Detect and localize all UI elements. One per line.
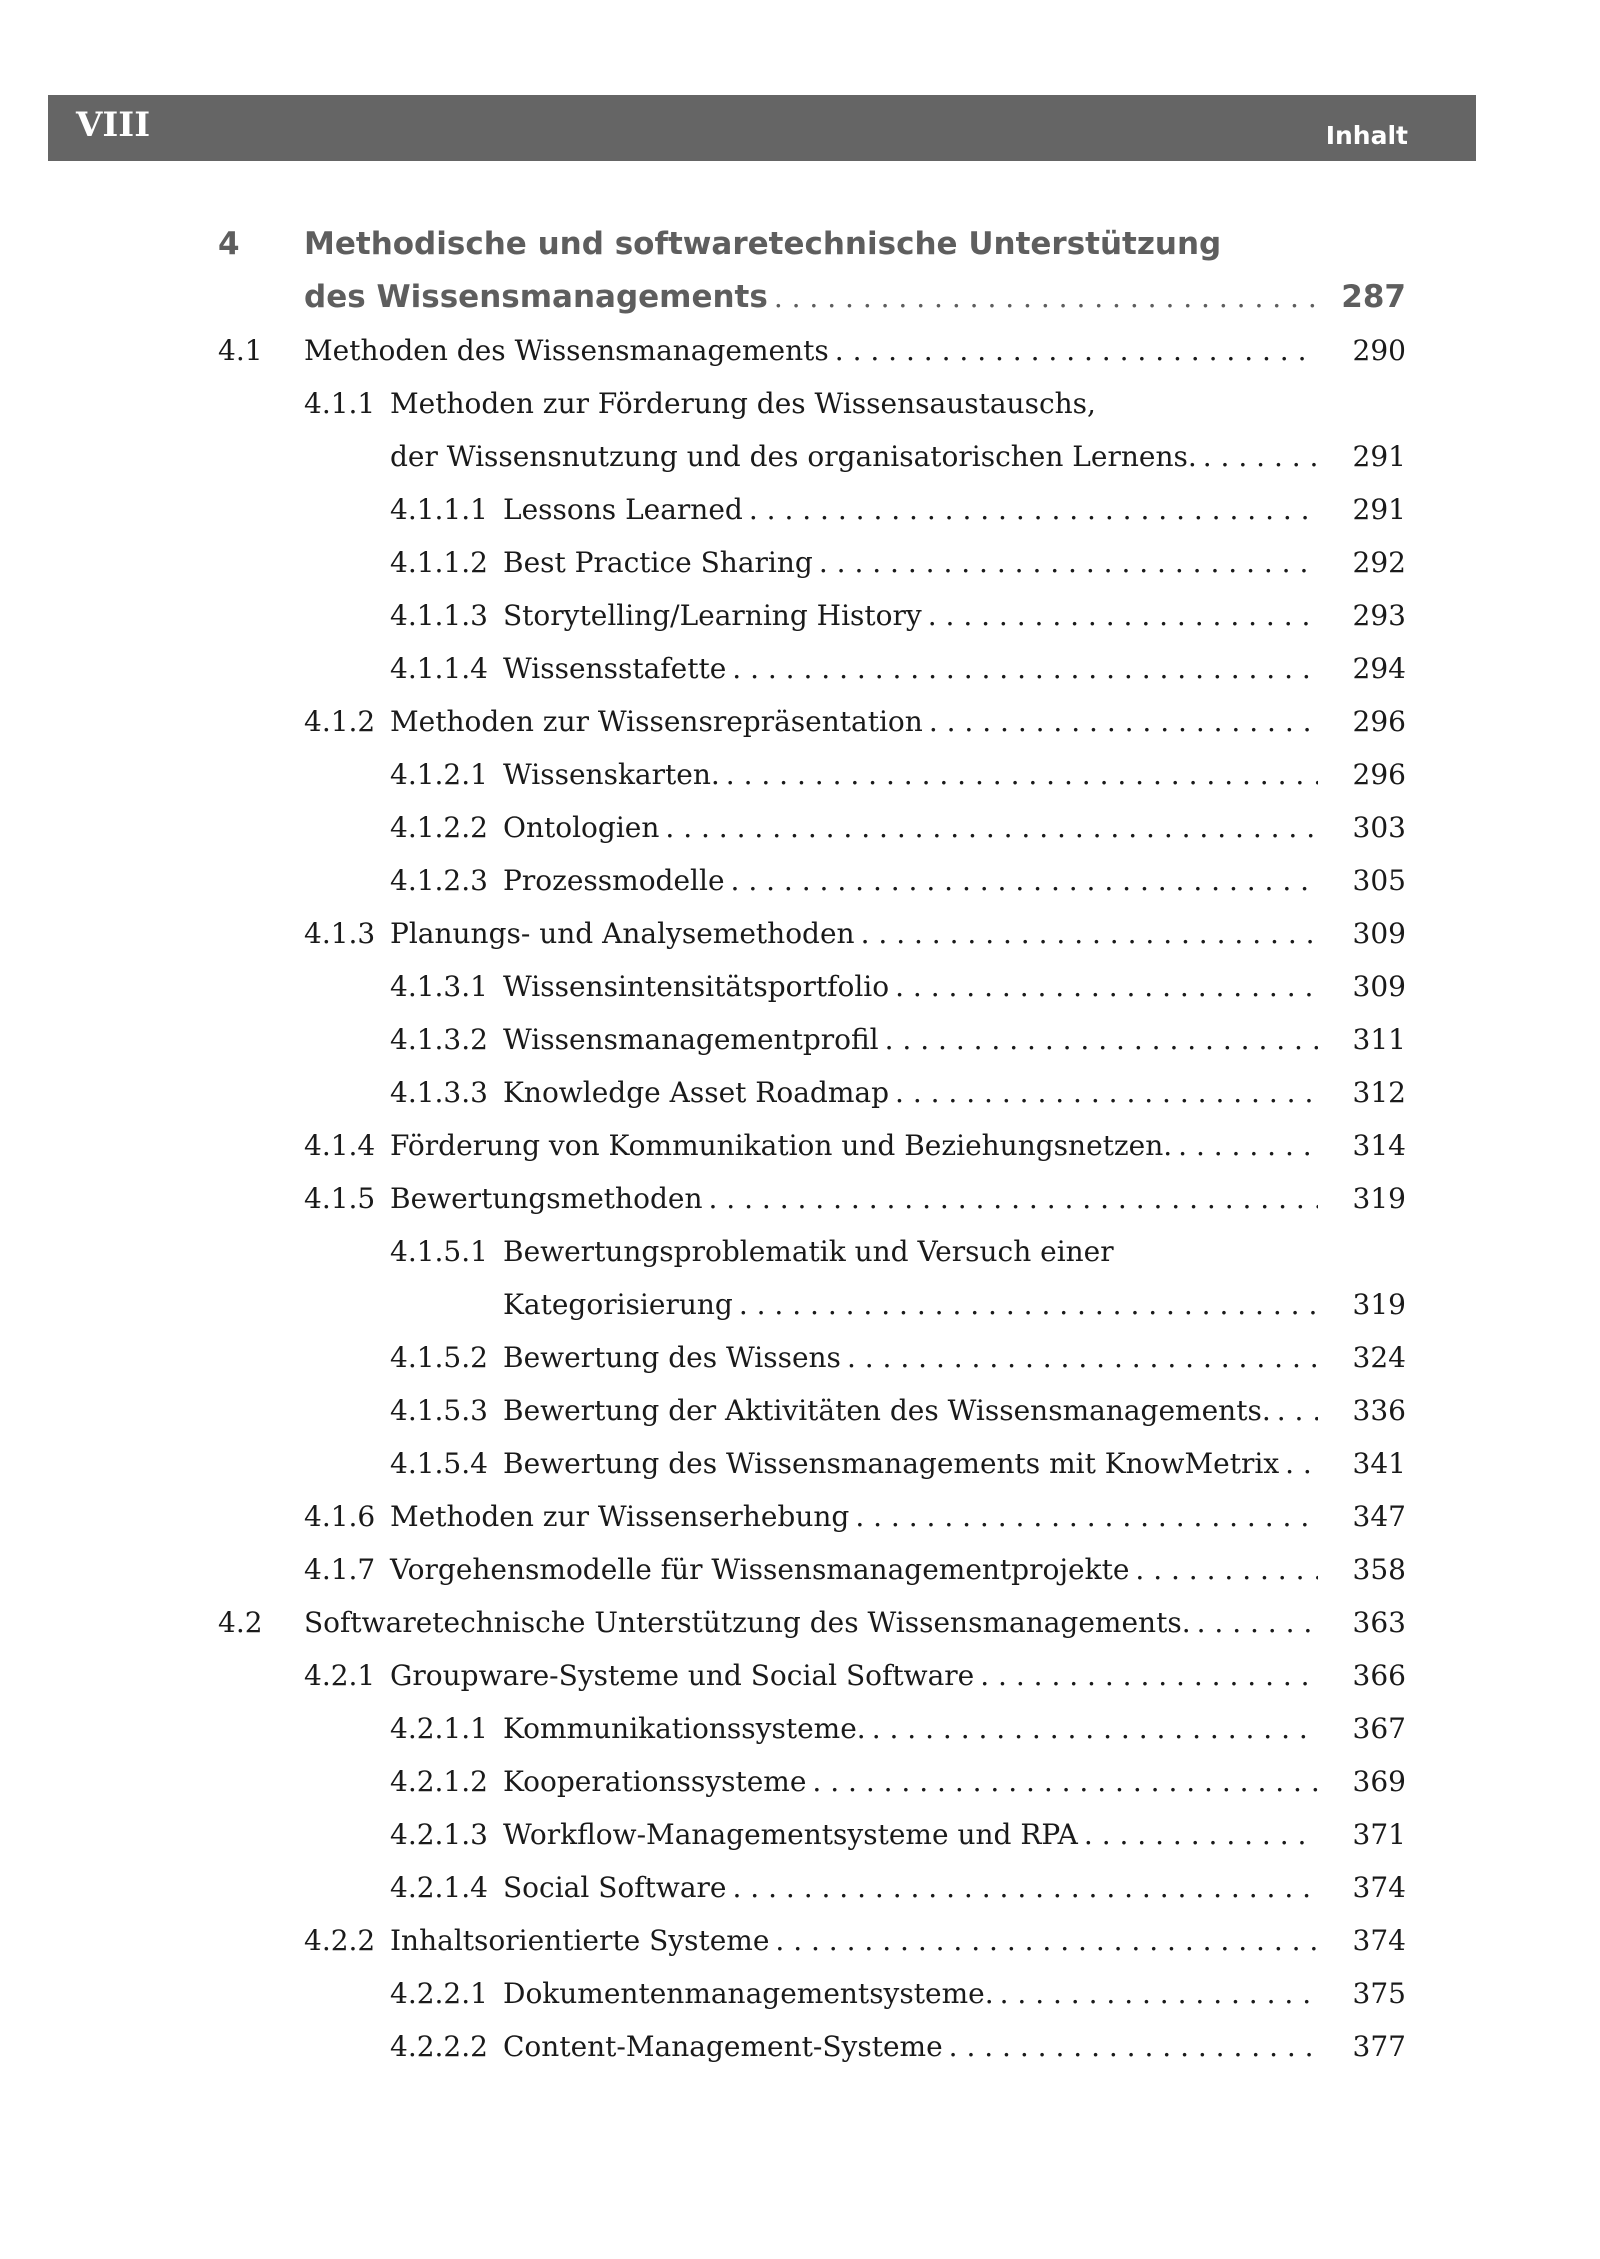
toc-entry-number: 4.2.1.3 bbox=[390, 1818, 488, 1851]
toc-entry-page: 296 bbox=[1352, 705, 1406, 738]
toc-entry[interactable] bbox=[0, 1437, 1600, 1490]
toc-entry-title: Ontologien bbox=[503, 811, 660, 844]
toc-entry-number: 4.1.5.1 bbox=[390, 1235, 488, 1268]
toc-entry-page: 292 bbox=[1352, 546, 1406, 579]
toc-entry[interactable] bbox=[0, 1013, 1600, 1066]
toc-entry[interactable] bbox=[0, 748, 1600, 801]
dot-leader bbox=[1279, 1437, 1318, 1490]
toc-entry[interactable] bbox=[0, 1861, 1600, 1914]
toc-entry-title: Social Software bbox=[503, 1871, 727, 1904]
toc-entry-page: 363 bbox=[1352, 1606, 1406, 1639]
toc-entry-page: 375 bbox=[1352, 1977, 1406, 2010]
dot-leader bbox=[922, 589, 1318, 642]
toc-entry[interactable] bbox=[0, 377, 1600, 483]
dot-leader bbox=[889, 960, 1318, 1013]
toc-entry-number: 4.2.2.1 bbox=[390, 1977, 488, 2010]
toc-entry-number: 4.1 bbox=[218, 334, 263, 367]
toc-entry-number: 4.1.2.2 bbox=[390, 811, 488, 844]
toc-entry-title: Methoden zur Wissensrepräsentation bbox=[390, 705, 923, 738]
dot-leader bbox=[855, 907, 1318, 960]
toc-entry[interactable] bbox=[0, 1543, 1600, 1596]
toc-entry[interactable] bbox=[0, 1755, 1600, 1808]
dot-leader bbox=[806, 1755, 1318, 1808]
toc-entry-page: 324 bbox=[1352, 1341, 1406, 1374]
toc-entry-number: 4.1.2 bbox=[304, 705, 376, 738]
dot-leader bbox=[813, 536, 1318, 589]
page-number: VIII bbox=[76, 105, 151, 145]
dot-leader bbox=[726, 642, 1318, 695]
toc-entry-page: 309 bbox=[1352, 917, 1406, 950]
toc-entry[interactable] bbox=[0, 854, 1600, 907]
toc-entry-title: Content-Management-Systeme bbox=[503, 2030, 943, 2063]
dot-leader bbox=[879, 1013, 1318, 1066]
toc-entry[interactable] bbox=[0, 1914, 1600, 1967]
toc-entry-title: Kommunikationssysteme. bbox=[503, 1712, 866, 1745]
toc-entry-number: 4.2.1.4 bbox=[390, 1871, 488, 1904]
toc-entry-page: 293 bbox=[1352, 599, 1406, 632]
toc-entry[interactable] bbox=[0, 1384, 1600, 1437]
toc-entry-title: Wissensstafette bbox=[503, 652, 727, 685]
dot-leader bbox=[849, 1490, 1318, 1543]
toc-entry-title: Bewertungsmethoden bbox=[390, 1182, 703, 1215]
toc-entry-title: Dokumentenmanagementsysteme. bbox=[503, 1977, 994, 2010]
toc-entry-number: 4.1.5.4 bbox=[390, 1447, 488, 1480]
toc-entry-page: 341 bbox=[1352, 1447, 1406, 1480]
toc-entry-page: 290 bbox=[1352, 334, 1406, 367]
toc-entry[interactable] bbox=[0, 1066, 1600, 1119]
toc-entry-number: 4.2.1 bbox=[304, 1659, 376, 1692]
toc-entry-title: Methoden zur Wissenserhebung bbox=[390, 1500, 850, 1533]
toc-entry-page: 374 bbox=[1352, 1871, 1406, 1904]
toc-entry-title-line: Bewertungsproblematik und Versuch einer bbox=[503, 1235, 1114, 1268]
toc-entry-page: 358 bbox=[1352, 1553, 1406, 1586]
toc-entry-number: 4.1.5.3 bbox=[390, 1394, 488, 1427]
dot-leader bbox=[743, 483, 1318, 536]
toc-entry-page: 294 bbox=[1352, 652, 1406, 685]
toc-entry-title: Prozessmodelle bbox=[503, 864, 725, 897]
toc-entry-title: Bewertung des Wissensmanagements mit KnowMetrix bbox=[503, 1447, 1280, 1480]
toc-entry-number: 4.2.1.1 bbox=[390, 1712, 488, 1745]
toc-entry-page: 374 bbox=[1352, 1924, 1406, 1957]
toc-entry-page: 319 bbox=[1352, 1182, 1406, 1215]
toc-entry-number: 4.1.3.1 bbox=[390, 970, 488, 1003]
dot-leader bbox=[829, 324, 1318, 377]
toc-entry-title: des Wissensmanagements bbox=[304, 279, 768, 315]
toc-entry-title: der Wissensnutzung und des organisatorischen Lernens. bbox=[390, 440, 1197, 473]
dot-leader bbox=[994, 1967, 1318, 2020]
toc-entry-title: Best Practice Sharing bbox=[503, 546, 813, 579]
toc-entry-page: 367 bbox=[1352, 1712, 1406, 1745]
toc-entry[interactable] bbox=[0, 1967, 1600, 2020]
toc-entry-title-line: Methoden zur Förderung des Wissensaustauschs, bbox=[390, 387, 1096, 420]
toc-entry-number: 4.1.1.3 bbox=[390, 599, 488, 632]
toc-entry-number: 4.1.6 bbox=[304, 1500, 376, 1533]
dot-leader bbox=[1197, 430, 1318, 483]
toc-entry-title: Kooperationssysteme bbox=[503, 1765, 807, 1798]
dot-leader bbox=[943, 2020, 1318, 2073]
toc-entry[interactable] bbox=[0, 695, 1600, 748]
dot-leader bbox=[889, 1066, 1318, 1119]
toc-entry-page: 336 bbox=[1352, 1394, 1406, 1427]
toc-entry-title: Wissensintensitätsportfolio bbox=[503, 970, 890, 1003]
toc-entry-page: 291 bbox=[1352, 493, 1406, 526]
toc-entry[interactable] bbox=[0, 1225, 1600, 1331]
toc-entry[interactable] bbox=[0, 642, 1600, 695]
toc-entry-title: Planungs- und Analysemethoden bbox=[390, 917, 855, 950]
toc-entry[interactable] bbox=[0, 1702, 1600, 1755]
toc-entry[interactable] bbox=[0, 536, 1600, 589]
toc-entry[interactable] bbox=[0, 2020, 1600, 2073]
dot-leader bbox=[841, 1331, 1318, 1384]
toc-entry-title: Kategorisierung bbox=[503, 1288, 733, 1321]
toc-entry-number: 4.2.2.2 bbox=[390, 2030, 488, 2063]
toc-entry-page: 366 bbox=[1352, 1659, 1406, 1692]
toc-entry-number: 4 bbox=[218, 226, 240, 262]
toc-entry-title: Wissensmanagementprofil bbox=[503, 1023, 879, 1056]
toc-entry[interactable] bbox=[0, 589, 1600, 642]
toc-chapter-entry[interactable] bbox=[0, 218, 1600, 324]
toc-entry-number: 4.1.2.3 bbox=[390, 864, 488, 897]
toc-entry[interactable] bbox=[0, 801, 1600, 854]
toc-entry[interactable] bbox=[0, 1490, 1600, 1543]
toc-entry-page: 305 bbox=[1352, 864, 1406, 897]
toc-entry[interactable] bbox=[0, 1119, 1600, 1172]
toc-entry-title: Bewertung der Aktivitäten des Wissensmanagements. bbox=[503, 1394, 1271, 1427]
toc-entry-title: Groupware-Systeme und Social Software bbox=[390, 1659, 975, 1692]
dot-leader bbox=[1191, 1596, 1318, 1649]
toc-entry-title: Vorgehensmodelle für Wissensmanagementprojekte bbox=[390, 1553, 1130, 1586]
toc-entry-title: Bewertung des Wissens bbox=[503, 1341, 841, 1374]
dot-leader bbox=[725, 854, 1318, 907]
dot-leader bbox=[720, 748, 1318, 801]
toc-entry-number: 4.1.5 bbox=[304, 1182, 376, 1215]
toc-entry-page: 314 bbox=[1352, 1129, 1406, 1162]
toc-entry-page: 371 bbox=[1352, 1818, 1406, 1851]
toc-entry-title: Inhaltsorientierte Systeme bbox=[390, 1924, 770, 1957]
toc-entry-number: 4.1.1.1 bbox=[390, 493, 488, 526]
toc-entry-page: 296 bbox=[1352, 758, 1406, 791]
running-section-title: Inhalt bbox=[1325, 121, 1408, 150]
toc-entry-title: Softwaretechnische Unterstützung des Wissensmanagements. bbox=[304, 1606, 1191, 1639]
toc-entry-title: Knowledge Asset Roadmap bbox=[503, 1076, 890, 1109]
toc-entry[interactable] bbox=[0, 483, 1600, 536]
toc-entry-page: 287 bbox=[1341, 279, 1406, 315]
toc-entry[interactable] bbox=[0, 1649, 1600, 1702]
toc-entry-number: 4.1.1.2 bbox=[390, 546, 488, 579]
toc-entry-page: 303 bbox=[1352, 811, 1406, 844]
toc-entry-number: 4.1.1.4 bbox=[390, 652, 488, 685]
toc-entry-number: 4.2.1.2 bbox=[390, 1765, 488, 1798]
toc-entry[interactable] bbox=[0, 907, 1600, 960]
toc-entry-page: 291 bbox=[1352, 440, 1406, 473]
toc-entry[interactable] bbox=[0, 1172, 1600, 1225]
toc-entry-page: 319 bbox=[1352, 1288, 1406, 1321]
dot-leader bbox=[866, 1702, 1318, 1755]
toc-entry-number: 4.1.1 bbox=[304, 387, 376, 420]
toc-entry-page: 377 bbox=[1352, 2030, 1406, 2063]
dot-leader bbox=[1271, 1384, 1318, 1437]
toc-entry[interactable] bbox=[0, 960, 1600, 1013]
toc-entry[interactable] bbox=[0, 1596, 1600, 1649]
toc-entry-number: 4.1.3.2 bbox=[390, 1023, 488, 1056]
toc-entry-number: 4.2.2 bbox=[304, 1924, 376, 1957]
dot-leader bbox=[727, 1861, 1319, 1914]
dot-leader bbox=[733, 1278, 1318, 1331]
running-header bbox=[48, 95, 1476, 161]
dot-leader bbox=[923, 695, 1318, 748]
toc-entry-number: 4.1.5.2 bbox=[390, 1341, 488, 1374]
dot-leader bbox=[769, 1914, 1318, 1967]
toc-entry-title-line: Methodische und softwaretechnische Unterstützung bbox=[304, 226, 1222, 262]
dot-leader bbox=[974, 1649, 1318, 1702]
dot-leader bbox=[768, 271, 1318, 324]
toc-entry-page: 311 bbox=[1352, 1023, 1406, 1056]
toc-entry-page: 369 bbox=[1352, 1765, 1406, 1798]
toc-entry-title: Methoden des Wissensmanagements bbox=[304, 334, 829, 367]
dot-leader bbox=[702, 1172, 1318, 1225]
toc-entry-title: Wissenskarten. bbox=[503, 758, 720, 791]
toc-entry[interactable] bbox=[0, 324, 1600, 377]
toc-entry[interactable] bbox=[0, 1331, 1600, 1384]
toc-entry-number: 4.1.3 bbox=[304, 917, 376, 950]
toc-entry-page: 309 bbox=[1352, 970, 1406, 1003]
dot-leader bbox=[1078, 1808, 1318, 1861]
dot-leader bbox=[1172, 1119, 1318, 1172]
toc-entry-number: 4.1.4 bbox=[304, 1129, 376, 1162]
toc-entry-title: Förderung von Kommunikation und Beziehungsnetzen. bbox=[390, 1129, 1173, 1162]
dot-leader bbox=[659, 801, 1318, 854]
toc-entry[interactable] bbox=[0, 1808, 1600, 1861]
toc-entry-number: 4.2 bbox=[218, 1606, 263, 1639]
toc-entry-title: Storytelling/Learning History bbox=[503, 599, 922, 632]
dot-leader bbox=[1129, 1543, 1318, 1596]
toc-entry-title: Workflow-Managementsysteme und RPA bbox=[503, 1818, 1078, 1851]
toc-entry-number: 4.1.7 bbox=[304, 1553, 376, 1586]
toc-entry-number: 4.1.3.3 bbox=[390, 1076, 488, 1109]
toc-entry-number: 4.1.2.1 bbox=[390, 758, 488, 791]
toc-entry-page: 312 bbox=[1352, 1076, 1406, 1109]
toc-entry-title: Lessons Learned bbox=[503, 493, 743, 526]
toc-entry-page: 347 bbox=[1352, 1500, 1406, 1533]
